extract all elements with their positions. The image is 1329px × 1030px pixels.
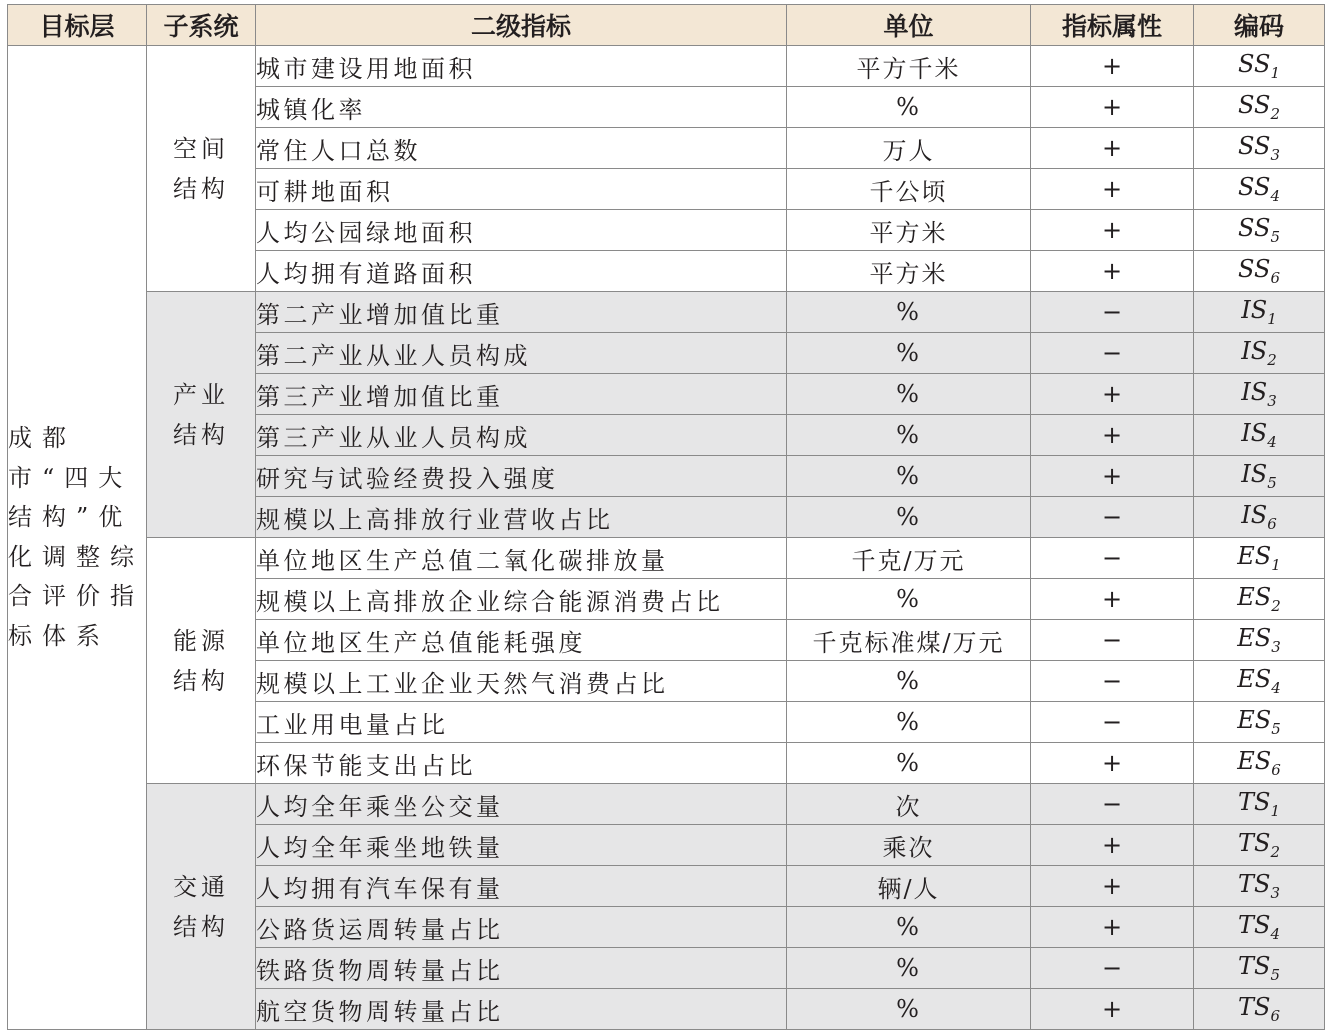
code-cell bbox=[1194, 169, 1325, 210]
header-row bbox=[8, 5, 1325, 46]
code-cell bbox=[1194, 497, 1325, 538]
code-cell bbox=[1194, 292, 1325, 333]
table-row bbox=[8, 46, 1325, 87]
indicator-cell: 公路货运周转量占比 bbox=[256, 907, 787, 948]
code-main: TS bbox=[1238, 993, 1271, 1021]
unit-cell: % bbox=[787, 579, 1031, 620]
code-main: SS bbox=[1237, 132, 1271, 160]
code-main: IS bbox=[1241, 296, 1268, 324]
code-main: TS bbox=[1238, 788, 1271, 816]
indicator-cell: 第三产业增加值比重 bbox=[256, 374, 787, 415]
code-main: ES bbox=[1237, 665, 1272, 693]
indicator-cell: 研究与试验经费投入强度 bbox=[256, 456, 787, 497]
header-attribute: 指标属性 bbox=[1031, 5, 1194, 46]
attribute-cell: + bbox=[1031, 456, 1194, 497]
subsystem-label-line: 结构 bbox=[173, 174, 229, 203]
unit-cell: % bbox=[787, 374, 1031, 415]
attribute-cell: − bbox=[1031, 784, 1194, 825]
attribute-cell: − bbox=[1031, 702, 1194, 743]
code-subscript: 6 bbox=[1267, 515, 1277, 533]
attribute-cell: + bbox=[1031, 169, 1194, 210]
code-subscript: 4 bbox=[1271, 679, 1281, 697]
target-layer-text: 成都市“四大结构”优化调整综合评价指标体系 bbox=[8, 424, 144, 650]
unit-cell: 千克标准煤/万元 bbox=[787, 620, 1031, 661]
indicator-cell: 人均全年乘坐地铁量 bbox=[256, 825, 787, 866]
unit-cell: % bbox=[787, 661, 1031, 702]
attribute-cell: − bbox=[1031, 333, 1194, 374]
unit-cell: % bbox=[787, 292, 1031, 333]
unit-cell: % bbox=[787, 702, 1031, 743]
unit-cell: % bbox=[787, 497, 1031, 538]
indicator-cell: 人均拥有道路面积 bbox=[256, 251, 787, 292]
code-main: IS bbox=[1241, 378, 1268, 406]
code-subscript: 4 bbox=[1270, 187, 1280, 205]
code-cell bbox=[1194, 210, 1325, 251]
code-subscript: 6 bbox=[1270, 269, 1280, 287]
code-cell bbox=[1194, 128, 1325, 169]
attribute-cell: + bbox=[1031, 374, 1194, 415]
code-cell bbox=[1194, 784, 1325, 825]
indicator-cell: 规模以上高排放行业营收占比 bbox=[256, 497, 787, 538]
code-subscript: 3 bbox=[1270, 146, 1280, 164]
indicator-cell: 人均拥有汽车保有量 bbox=[256, 866, 787, 907]
code-cell bbox=[1194, 661, 1325, 702]
indicator-cell: 工业用电量占比 bbox=[256, 702, 787, 743]
code-main: IS bbox=[1241, 501, 1268, 529]
subsystem-label-line: 能源 bbox=[173, 626, 229, 655]
subsystem-label-line: 结构 bbox=[173, 666, 229, 695]
indicator-cell: 第二产业从业人员构成 bbox=[256, 333, 787, 374]
indicator-cell: 环保节能支出占比 bbox=[256, 743, 787, 784]
code-subscript: 1 bbox=[1271, 556, 1281, 574]
indicator-system-table bbox=[7, 4, 1325, 1030]
code-cell bbox=[1194, 415, 1325, 456]
attribute-cell: − bbox=[1031, 292, 1194, 333]
indicator-cell: 第三产业从业人员构成 bbox=[256, 415, 787, 456]
indicator-cell: 城市建设用地面积 bbox=[256, 46, 787, 87]
attribute-cell: + bbox=[1031, 46, 1194, 87]
subsystem-label-line: 交通 bbox=[173, 872, 229, 901]
code-subscript: 6 bbox=[1271, 761, 1281, 779]
subsystem-cell bbox=[147, 292, 256, 538]
unit-cell: % bbox=[787, 415, 1031, 456]
code-main: SS bbox=[1237, 91, 1271, 119]
code-cell bbox=[1194, 46, 1325, 87]
indicator-cell: 人均全年乘坐公交量 bbox=[256, 784, 787, 825]
code-cell bbox=[1194, 333, 1325, 374]
code-subscript: 3 bbox=[1267, 392, 1277, 410]
table-row bbox=[8, 784, 1325, 825]
attribute-cell: − bbox=[1031, 497, 1194, 538]
indicator-cell: 单位地区生产总值二氧化碳排放量 bbox=[256, 538, 787, 579]
attribute-cell: − bbox=[1031, 620, 1194, 661]
code-cell bbox=[1194, 702, 1325, 743]
subsystem-cell bbox=[147, 784, 256, 1030]
code-cell bbox=[1194, 866, 1325, 907]
indicator-cell: 第二产业增加值比重 bbox=[256, 292, 787, 333]
code-cell bbox=[1194, 989, 1325, 1030]
code-cell bbox=[1194, 620, 1325, 661]
code-cell bbox=[1194, 538, 1325, 579]
target-layer-cell bbox=[8, 46, 147, 1030]
code-subscript: 2 bbox=[1270, 843, 1280, 861]
code-subscript: 3 bbox=[1270, 884, 1280, 902]
code-main: SS bbox=[1237, 255, 1271, 283]
code-subscript: 2 bbox=[1270, 105, 1280, 123]
header-target-layer: 目标层 bbox=[8, 5, 147, 46]
code-cell bbox=[1194, 743, 1325, 784]
indicator-cell: 规模以上高排放企业综合能源消费占比 bbox=[256, 579, 787, 620]
unit-cell: 平方米 bbox=[787, 251, 1031, 292]
subsystem-label-line: 空间 bbox=[173, 134, 229, 163]
indicator-cell: 可耕地面积 bbox=[256, 169, 787, 210]
unit-cell: % bbox=[787, 989, 1031, 1030]
code-cell bbox=[1194, 579, 1325, 620]
code-cell bbox=[1194, 456, 1325, 497]
indicator-cell: 单位地区生产总值能耗强度 bbox=[256, 620, 787, 661]
subsystem-label-line: 结构 bbox=[173, 420, 229, 449]
attribute-cell: + bbox=[1031, 907, 1194, 948]
attribute-cell: + bbox=[1031, 87, 1194, 128]
code-subscript: 3 bbox=[1271, 638, 1281, 656]
subsystem-label-line: 产业 bbox=[173, 380, 229, 409]
table-row bbox=[8, 538, 1325, 579]
indicator-cell: 城镇化率 bbox=[256, 87, 787, 128]
unit-cell: % bbox=[787, 456, 1031, 497]
attribute-cell: − bbox=[1031, 538, 1194, 579]
subsystem-cell bbox=[147, 46, 256, 292]
code-cell bbox=[1194, 825, 1325, 866]
code-main: TS bbox=[1238, 870, 1271, 898]
table-row bbox=[8, 292, 1325, 333]
header-indicator: 二级指标 bbox=[256, 5, 787, 46]
code-subscript: 5 bbox=[1271, 720, 1281, 738]
unit-cell: 乘次 bbox=[787, 825, 1031, 866]
attribute-cell: + bbox=[1031, 128, 1194, 169]
unit-cell: % bbox=[787, 333, 1031, 374]
attribute-cell: − bbox=[1031, 948, 1194, 989]
code-subscript: 4 bbox=[1270, 925, 1280, 943]
attribute-cell: + bbox=[1031, 251, 1194, 292]
code-main: ES bbox=[1237, 624, 1272, 652]
unit-cell: % bbox=[787, 87, 1031, 128]
code-main: IS bbox=[1241, 337, 1268, 365]
unit-cell: % bbox=[787, 948, 1031, 989]
attribute-cell: + bbox=[1031, 989, 1194, 1030]
attribute-cell: + bbox=[1031, 415, 1194, 456]
attribute-cell: − bbox=[1031, 661, 1194, 702]
code-subscript: 2 bbox=[1267, 351, 1277, 369]
code-subscript: 4 bbox=[1267, 433, 1277, 451]
code-main: TS bbox=[1238, 911, 1271, 939]
unit-cell: % bbox=[787, 743, 1031, 784]
unit-cell: 辆/人 bbox=[787, 866, 1031, 907]
unit-cell: 平方千米 bbox=[787, 46, 1031, 87]
code-subscript: 5 bbox=[1270, 966, 1280, 984]
subsystem-label-line: 结构 bbox=[173, 912, 229, 941]
code-main: SS bbox=[1237, 214, 1271, 242]
code-main: ES bbox=[1237, 747, 1272, 775]
code-subscript: 1 bbox=[1267, 310, 1277, 328]
code-subscript: 1 bbox=[1270, 802, 1280, 820]
header-unit: 单位 bbox=[787, 5, 1031, 46]
code-cell bbox=[1194, 251, 1325, 292]
code-main: SS bbox=[1237, 173, 1271, 201]
code-main: IS bbox=[1241, 460, 1268, 488]
attribute-cell: + bbox=[1031, 579, 1194, 620]
attribute-cell: + bbox=[1031, 866, 1194, 907]
header-code: 编码 bbox=[1194, 5, 1325, 46]
unit-cell: 次 bbox=[787, 784, 1031, 825]
code-main: ES bbox=[1237, 583, 1272, 611]
code-main: SS bbox=[1237, 50, 1271, 78]
indicator-cell: 人均公园绿地面积 bbox=[256, 210, 787, 251]
code-main: ES bbox=[1237, 706, 1272, 734]
code-subscript: 5 bbox=[1270, 228, 1280, 246]
attribute-cell: + bbox=[1031, 825, 1194, 866]
code-subscript: 2 bbox=[1271, 597, 1281, 615]
code-cell bbox=[1194, 374, 1325, 415]
table-body bbox=[8, 46, 1325, 1030]
code-subscript: 1 bbox=[1270, 64, 1280, 82]
code-subscript: 5 bbox=[1267, 474, 1277, 492]
indicator-cell: 规模以上工业企业天然气消费占比 bbox=[256, 661, 787, 702]
code-main: TS bbox=[1238, 952, 1271, 980]
code-main: IS bbox=[1241, 419, 1268, 447]
attribute-cell: + bbox=[1031, 210, 1194, 251]
code-subscript: 6 bbox=[1270, 1007, 1280, 1025]
unit-cell: 万人 bbox=[787, 128, 1031, 169]
indicator-cell: 铁路货物周转量占比 bbox=[256, 948, 787, 989]
code-cell bbox=[1194, 907, 1325, 948]
header-subsystem: 子系统 bbox=[147, 5, 256, 46]
indicator-cell: 常住人口总数 bbox=[256, 128, 787, 169]
attribute-cell: + bbox=[1031, 743, 1194, 784]
code-main: ES bbox=[1237, 542, 1272, 570]
indicator-cell: 航空货物周转量占比 bbox=[256, 989, 787, 1030]
subsystem-cell bbox=[147, 538, 256, 784]
code-cell bbox=[1194, 948, 1325, 989]
unit-cell: 平方米 bbox=[787, 210, 1031, 251]
unit-cell: 千公顷 bbox=[787, 169, 1031, 210]
unit-cell: % bbox=[787, 907, 1031, 948]
code-main: TS bbox=[1238, 829, 1271, 857]
code-cell bbox=[1194, 87, 1325, 128]
unit-cell: 千克/万元 bbox=[787, 538, 1031, 579]
